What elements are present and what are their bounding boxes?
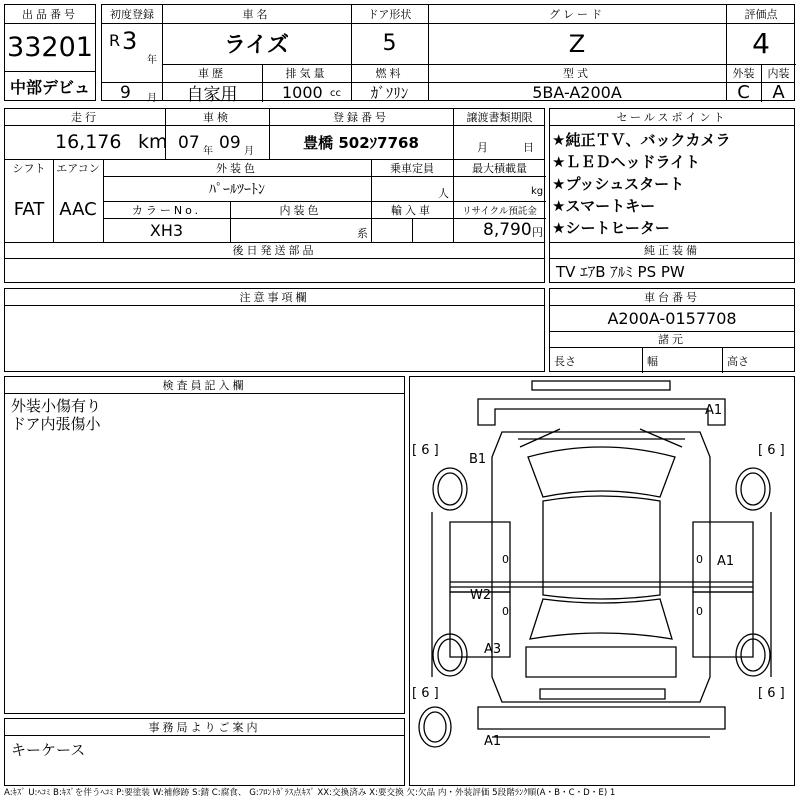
sales-point-item: ★ＬＥＤヘッドライト bbox=[552, 153, 700, 171]
car-diagram bbox=[410, 377, 793, 784]
zero-mark: 0 bbox=[696, 605, 703, 618]
import-label: 輸入車 bbox=[391, 203, 433, 217]
model-code-value: 5BA-A200A bbox=[532, 82, 622, 102]
transfer-day-unit: 日 bbox=[523, 141, 534, 154]
zero-mark: 0 bbox=[502, 553, 509, 566]
legend-text: A:ｷｽﾞ U:ﾍｺﾐ B:ｷｽﾞを伴うﾍｺﾐ P:要塗装 W:補修跡 S:錆 C:腐食、 G:ﾌﾛﾝﾄｶﾞﾗｽ点ｷｽﾞ XX:交換済み X:要交換 欠:欠品 内・外装評価 5段階ﾗﾝｸ順(A・B・C・D・E) 1 bbox=[4, 788, 616, 798]
recycle-value: 8,790 bbox=[483, 220, 532, 240]
chassis-label: 車台番号 bbox=[644, 291, 700, 304]
interior-grade-value: A bbox=[772, 82, 785, 102]
car-diagram-box bbox=[409, 376, 795, 786]
damage-mark: A1 bbox=[717, 554, 735, 569]
history-value: 自家用 bbox=[186, 84, 238, 102]
equipment-value: TV ｴｱB ｱﾙﾐ PS PW bbox=[556, 263, 685, 281]
later-parts-label: 後日発送部品 bbox=[232, 244, 317, 257]
history-label: 車歴 bbox=[198, 67, 226, 80]
exterior-grade-label: 外装 bbox=[732, 67, 755, 80]
damage-mark: A1 bbox=[484, 734, 502, 749]
exterior-grade-value: C bbox=[737, 82, 750, 102]
ac-value: AAC bbox=[59, 198, 97, 220]
chassis-box bbox=[549, 288, 795, 372]
color-no-value: XH3 bbox=[149, 220, 184, 240]
door-value: 5 bbox=[382, 31, 397, 56]
ext-color-value: ﾊﾟｰﾙﾂｰﾄﾝ bbox=[209, 181, 265, 198]
ext-color-label: 外装色 bbox=[216, 161, 258, 175]
door-label: ドア形状 bbox=[367, 8, 412, 21]
height-label: 高さ bbox=[727, 355, 749, 368]
inspection-month: 09 bbox=[219, 133, 241, 153]
office-box bbox=[4, 718, 405, 786]
max-load-unit: kg bbox=[531, 186, 544, 197]
score-label: 評価点 bbox=[744, 8, 778, 21]
color-no-label: カラーNo. bbox=[131, 203, 202, 217]
inspection-label: 車検 bbox=[203, 111, 231, 124]
inspector-label: 検査員記入欄 bbox=[162, 379, 247, 392]
sales-point-item: ★シートヒーター bbox=[552, 219, 670, 237]
max-load-label: 最大積載量 bbox=[472, 161, 527, 175]
model-code-label: 型式 bbox=[563, 67, 591, 80]
first-reg-era: R bbox=[109, 31, 121, 50]
recycle-unit: 円 bbox=[532, 226, 543, 239]
int-color-unit: 系 bbox=[357, 227, 368, 240]
equipment-label: 純正装備 bbox=[644, 244, 700, 257]
score-value: 4 bbox=[752, 27, 770, 60]
zero-mark: 0 bbox=[502, 605, 509, 618]
plate-label: 登録番号 bbox=[333, 111, 389, 124]
vehicle-details-box bbox=[4, 108, 545, 283]
notes-box bbox=[4, 288, 545, 372]
inspection-month-unit: 月 bbox=[244, 146, 254, 157]
notes-label: 注意事項欄 bbox=[239, 291, 310, 304]
displacement-value: 1000 bbox=[282, 83, 323, 102]
shift-label: シフト bbox=[12, 161, 46, 175]
width-label: 幅 bbox=[647, 355, 658, 368]
mileage-label: 走行 bbox=[71, 111, 99, 124]
sales-points-box bbox=[549, 108, 795, 283]
damage-mark: A3 bbox=[484, 642, 502, 657]
plate-value: 豊橋 502ｿ7768 bbox=[303, 133, 419, 152]
lot-number-value: 33201 bbox=[7, 31, 93, 63]
int-color-label: 内装色 bbox=[279, 203, 322, 217]
first-reg-label: 初度登録 bbox=[110, 8, 154, 21]
sales-point-item: ★プッシュスタート bbox=[552, 175, 685, 193]
tire-depth: [ 6 ] bbox=[758, 443, 785, 458]
tire-depth: [ 6 ] bbox=[758, 686, 785, 701]
tire-depth: [ 6 ] bbox=[412, 686, 439, 701]
lot-number-box bbox=[4, 4, 96, 101]
grade-label: グレード bbox=[549, 8, 605, 21]
damage-mark: W2 bbox=[470, 588, 492, 603]
inspector-comment: 外装小傷有り bbox=[11, 397, 102, 415]
first-reg-year: 3 bbox=[122, 27, 138, 55]
inspection-year-unit: 年 bbox=[203, 146, 213, 157]
car-name-label: 車名 bbox=[242, 8, 271, 21]
mileage-value: 16,176 bbox=[55, 131, 122, 153]
transfer-month-unit: 月 bbox=[477, 141, 488, 154]
vehicle-header-box bbox=[101, 4, 795, 104]
length-label: 長さ bbox=[554, 355, 576, 368]
capacity-label: 乗車定員 bbox=[390, 161, 434, 175]
tire-depth: [ 6 ] bbox=[412, 443, 439, 458]
interior-grade-label: 内装 bbox=[767, 67, 790, 80]
fuel-value: ｶﾞｿﾘﾝ bbox=[370, 83, 409, 102]
first-reg-month: 9 bbox=[120, 83, 131, 103]
zero-mark: 0 bbox=[696, 553, 703, 566]
sales-point-item: ★純正ＴＶ、バックカメラ bbox=[552, 131, 731, 149]
office-label: 事務局よりご案内 bbox=[148, 721, 261, 734]
displacement-label: 排気量 bbox=[285, 67, 328, 80]
inspector-box bbox=[4, 376, 405, 714]
dimensions-label: 諸元 bbox=[658, 333, 686, 346]
fuel-label: 燃料 bbox=[375, 67, 404, 80]
inspection-year: 07 bbox=[178, 133, 200, 153]
venue-name: 中部デビュ bbox=[9, 77, 90, 97]
lot-number-label: 出品番号 bbox=[22, 8, 78, 21]
shift-value: FAT bbox=[13, 198, 45, 220]
transfer-doc-label: 譲渡書類期限 bbox=[466, 111, 533, 124]
first-reg-month-unit: 月 bbox=[147, 93, 157, 104]
chassis-value: A200A-0157708 bbox=[607, 308, 737, 328]
car-name-value: ライズ bbox=[223, 33, 290, 58]
ac-label: エアコン bbox=[56, 161, 100, 175]
recycle-label: リサイクル預託金 bbox=[462, 205, 537, 217]
sales-point-item: ★スマートキー bbox=[552, 197, 656, 215]
office-value: キーケース bbox=[11, 741, 86, 759]
damage-mark: B1 bbox=[469, 452, 487, 467]
first-reg-year-unit: 年 bbox=[147, 55, 157, 66]
mileage-unit: km bbox=[138, 131, 168, 153]
inspector-comment: ドア内張傷小 bbox=[11, 415, 101, 433]
capacity-unit: 人 bbox=[438, 187, 449, 200]
sales-points-label: セールスポイント bbox=[616, 111, 728, 124]
damage-mark: A1 bbox=[705, 403, 723, 418]
grade-value: Z bbox=[568, 29, 586, 58]
displacement-unit: cc bbox=[330, 88, 341, 99]
